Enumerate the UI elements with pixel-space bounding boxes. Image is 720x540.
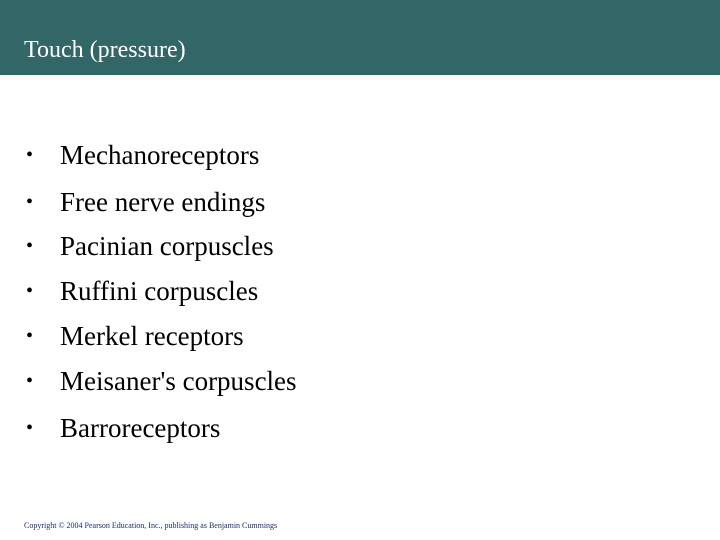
bullet-dot-icon: • xyxy=(26,370,34,392)
bullet-dot-icon: • xyxy=(26,235,34,257)
bullet-dot-icon: • xyxy=(26,191,34,213)
bullet-item xyxy=(26,411,220,445)
bullet-item xyxy=(26,229,274,263)
bullet-text: Mechanoreceptors xyxy=(60,140,260,170)
bullet-item xyxy=(26,319,244,353)
bullet-text: Merkel receptors xyxy=(60,321,244,351)
bullet-text: Ruffini corpuscles xyxy=(60,276,259,306)
bullet-dot-icon: • xyxy=(26,417,34,439)
bullet-dot-icon: • xyxy=(26,144,34,166)
bullet-text: Barroreceptors xyxy=(60,413,221,443)
bullet-dot-icon: • xyxy=(26,280,34,302)
bullet-item xyxy=(26,138,259,172)
slide-title: Touch (pressure) xyxy=(24,37,186,63)
bullet-item xyxy=(26,274,258,308)
bullet-text: Free nerve endings xyxy=(60,187,266,217)
bullet-text: Pacinian corpuscles xyxy=(60,231,274,261)
bullet-item xyxy=(26,364,297,398)
bullet-item xyxy=(26,185,265,219)
bullet-dot-icon: • xyxy=(26,325,34,347)
bullet-text: Meisaner's corpuscles xyxy=(60,366,297,396)
copyright-footer: Copyright © 2004 Pearson Education, Inc., publishing as Benjamin Cummings xyxy=(24,521,278,530)
title-bar xyxy=(0,0,720,75)
